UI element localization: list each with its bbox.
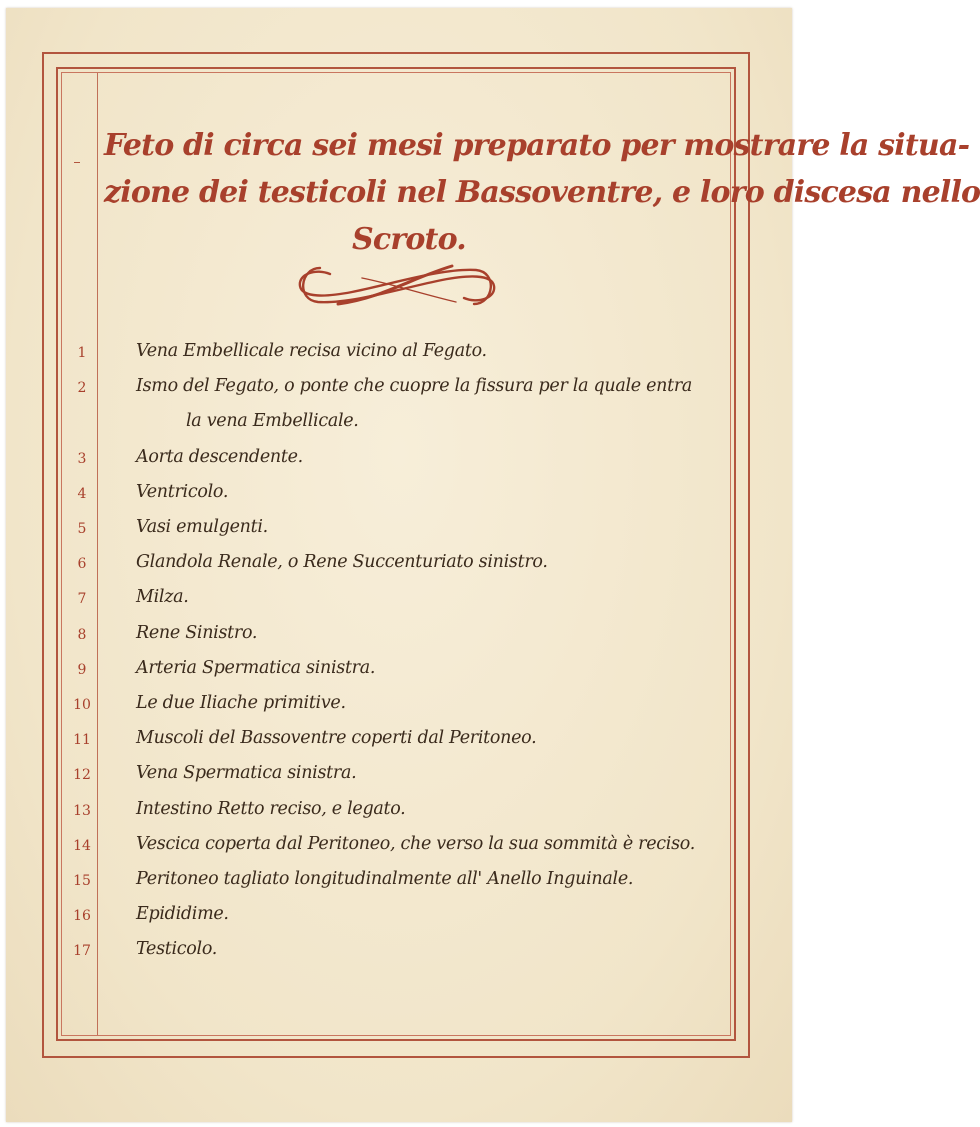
title-line-3: Scroto. bbox=[352, 222, 466, 257]
entry-number: 2 bbox=[77, 380, 87, 397]
page-title bbox=[104, 122, 980, 263]
entry-text: Muscoli del Bassoventre coperti dal Peritoneo. bbox=[136, 728, 537, 749]
entry-text: Ventricolo. bbox=[136, 481, 229, 502]
margin-rule bbox=[97, 73, 98, 1035]
entry-number: 3 bbox=[77, 450, 87, 467]
entry-text: Arteria Spermatica sinistra. bbox=[136, 657, 376, 678]
entry-number: 17 bbox=[73, 943, 91, 960]
entry-text: Vena Spermatica sinistra. bbox=[136, 763, 357, 784]
entry-number: 12 bbox=[73, 767, 91, 784]
title-line-2: zione dei testicoli nel Bassoventre, e loro discesa nello bbox=[104, 175, 980, 210]
title-line-1: Feto di circa sei mesi preparato per mostrare la situa- bbox=[104, 128, 970, 163]
entry-number: 13 bbox=[73, 802, 91, 819]
entry-text: Aorta descendente. bbox=[136, 446, 303, 467]
entry-number: 10 bbox=[73, 697, 91, 713]
entry-number: 11 bbox=[73, 732, 91, 749]
entry-text: Vasi emulgenti. bbox=[136, 517, 268, 537]
entry-text: Intestino Retto reciso, e legato. bbox=[136, 798, 406, 819]
calligraphic-flourish-icon bbox=[292, 258, 502, 314]
entry-number: 1 bbox=[77, 345, 87, 361]
entry-number: 5 bbox=[77, 521, 87, 537]
entry-number: 7 bbox=[77, 591, 87, 608]
entry-number: 4 bbox=[77, 485, 87, 502]
entry-number: 14 bbox=[73, 837, 91, 854]
entry-number: 6 bbox=[77, 556, 87, 573]
entry-text: Le due Iliache primitive. bbox=[136, 693, 346, 713]
entry-number: 9 bbox=[77, 661, 87, 678]
entry-text: Glandola Renale, o Rene Succenturiato sinistro. bbox=[136, 552, 548, 573]
entry-text-continuation: la vena Embellicale. bbox=[186, 411, 359, 432]
margin-dash-mark bbox=[74, 162, 80, 163]
entry-text: Rene Sinistro. bbox=[136, 622, 258, 643]
entry-text: Vescica coperta dal Peritoneo, che verso la sua sommità è reciso. bbox=[136, 833, 695, 854]
entry-text: Testicolo. bbox=[136, 939, 218, 960]
entry-text: Peritoneo tagliato longitudinalmente all' Anello Inguinale. bbox=[136, 869, 634, 889]
entry-number: 15 bbox=[73, 873, 91, 889]
entry-number: 16 bbox=[73, 908, 91, 925]
entry-text: Milza. bbox=[136, 587, 189, 608]
entry-text: Vena Embellicale recisa vicino al Fegato. bbox=[136, 341, 487, 361]
entry-text: Epididime. bbox=[136, 904, 229, 925]
entry-text: Ismo del Fegato, o ponte che cuopre la fissura per la quale entra bbox=[136, 376, 693, 397]
entry-number: 8 bbox=[77, 626, 87, 643]
